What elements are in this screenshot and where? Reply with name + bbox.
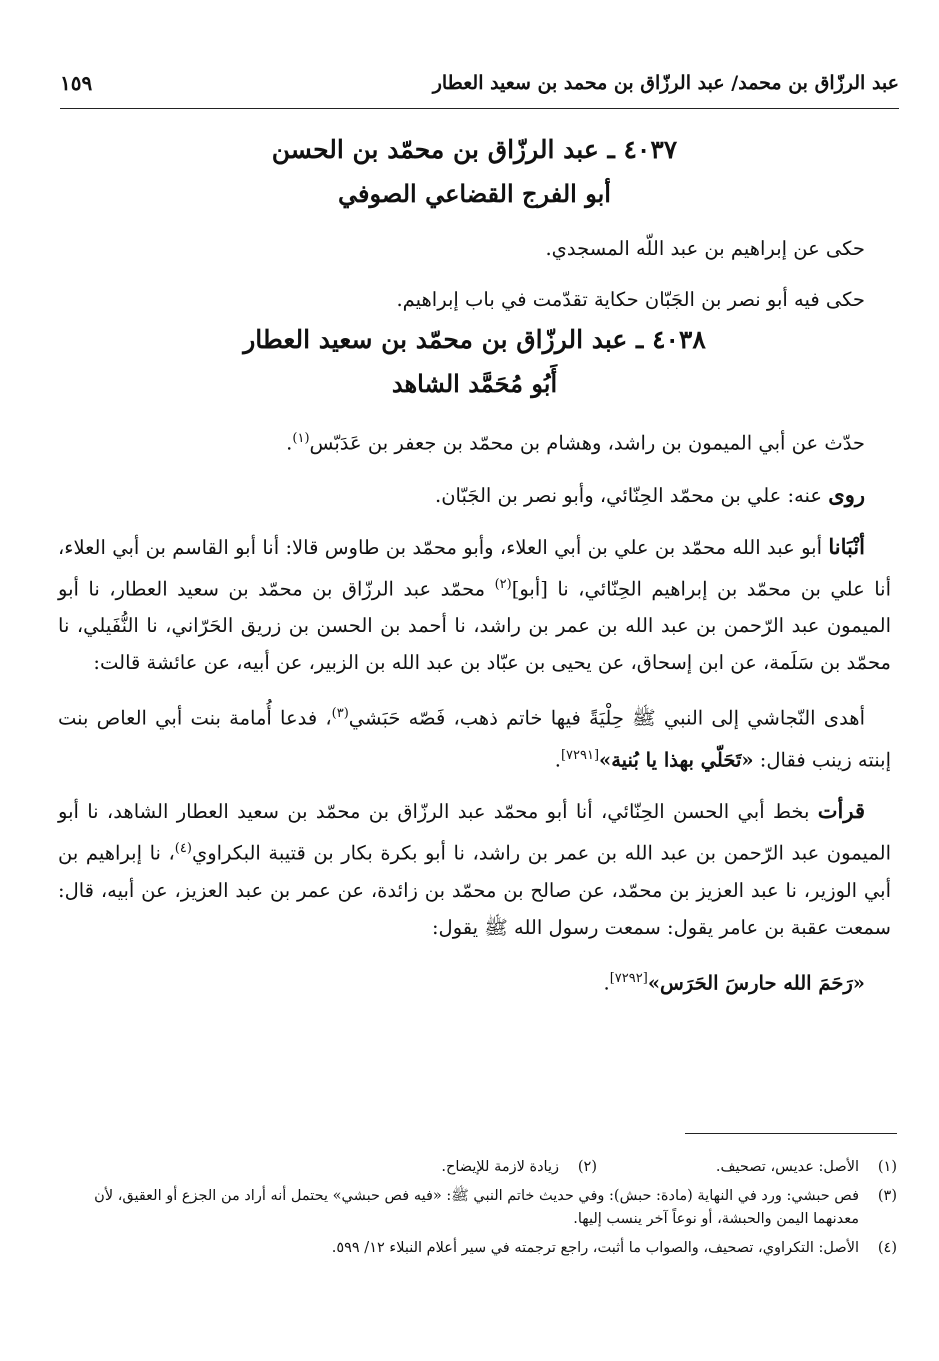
footnote-number: (٣) (877, 1188, 897, 1204)
rawa-text: عنه: علي بن محمّد الحِنّائي، وأبو نصر بن الجَبّان. (435, 483, 829, 507)
footnote-4 (70, 1237, 897, 1260)
anbana-text-b: محمّد عبد الرزّاق بن محمّد بن سعيد العطار، نا أبو الميمون عبد الرّحمن بن عبد الله بن عمر بن راشد، نا أحمد بن الحسن بن زريق الحَرّاني، نا النُّفَيلي، نا محمّد بن سَلَمة، عن ابن إسحاق، عن يحيى بن عبّاد بن عبد الله بن الزبير، عن أبيه، عن عائشة قالت: (58, 577, 891, 674)
footnote-ref-2: (٢) (494, 576, 512, 592)
footnote-ref-4: (٤) (174, 841, 192, 856)
aisha-text-b: ، فدعا أُمامة بنت أبي العاص بنت إبنته زينب فقال: (58, 706, 891, 771)
hadith-number-7292: [٧٢٩٢] (609, 970, 648, 986)
qara-keyword: قرأت (817, 798, 865, 823)
hadith-number-7291: [٧٢٩١] (560, 747, 600, 763)
rawa-keyword: روى (828, 481, 865, 507)
footnote-ref-1: (١) (292, 431, 310, 446)
footnote-text: الأصل: التكراوي، تصحيف، والصواب ما أثبت، راجع ترجمته في سير أعلام النبلاء ١٢/ ٥٩٩. (331, 1240, 859, 1256)
qara-text-b: ، نا إبراهيم بن أبي الوزير، نا عبد العزيز بن محمّد، عن صالح بن محمّد بن زائدة، عن عمر بن عبد العزيز، عن أبيه، قال: سمعت عقبة بن عامر يقول: سمعت رسول الله ﷺ يقول: (58, 841, 891, 939)
anbana-keyword: أنْبَانا (828, 533, 865, 559)
entry-4037-line2: حكى فيه أبو نصر بن الجَبّان حكاية تقدّمت في باب إبراهيم. (396, 288, 865, 311)
main-text (58, 128, 891, 1001)
final-hadith: «رَحَمَ الله حارسَ الحَرَس» (647, 971, 865, 994)
entry-4037-kunya: أبو الفرج القضاعي الصوفي (338, 179, 611, 208)
qara-paragraph (58, 792, 891, 946)
entry-4037-line1: حكى عن إبراهيم بن عبد اللّه المسجدي. (545, 237, 865, 260)
entry-4037-heading: ٤٠٣٧ ـ عبد الرزّاق بن محمّد بن الحسن (271, 135, 678, 164)
rawa-paragraph (58, 476, 891, 514)
footnote-number: (٢) (577, 1159, 597, 1175)
footnote-row-1-2 (70, 1156, 897, 1179)
anbana-text-a: أبو عبد الله محمّد بن علي بن أبي العلاء، وأبو محمّد بن طاوس قالا: أنا أبو القاسم بن أبي العلاء، أنا علي بن محمّد بن إبراهيم الحِنّائي، نا [أبو] (58, 535, 892, 600)
footnotes (70, 1156, 897, 1266)
footnote-1 (597, 1156, 897, 1179)
entry-4038-kunya: أَبُو مُحَمَّد الشاهد (391, 369, 558, 398)
running-header (60, 58, 899, 109)
aisha-hadith: «تَحَلّي بهذا يا بُنية» (599, 748, 754, 771)
running-title: عبد الرزّاق بن محمد/ عبد الرزّاق بن محمد بن سعيد العطار (432, 72, 899, 94)
anbana-paragraph (58, 528, 891, 682)
footnote-text: الأصل: عديس، تصحيف. (715, 1159, 859, 1175)
page-number: ١٥٩ (60, 71, 93, 95)
footnote-text: زيادة لازمة للإيضاح. (441, 1159, 559, 1175)
final-period: . (603, 971, 610, 994)
aisha-text-a: أهدى النّجاشي إلى النبي ﷺ حِلْيَةً فيها خاتم ذهب، فَصّه حَبَشي (348, 706, 866, 730)
footnote-number: (٤) (877, 1240, 897, 1256)
qara-text-a: بخط أبي الحسن الحِنّائي، أنا أبو محمّد عبد الرزّاق بن محمّد بن سعيد العطار الشاهد، نا أبو الميمون عبد الرّحمن بن عبد الله بن عمر بن راشد، نا أبو بكرة بكار بن قتيبة البكراوي (58, 800, 891, 865)
entry-4038-heading: ٤٠٣٨ ـ عبد الرزّاق بن محمّد بن سعيد العطار (243, 325, 706, 354)
footnote-text: فص حبشي: ورد في النهاية (مادة: حبش): وفي حديث خاتم النبي ﷺ: «فيه فص حبشي» يحتمل أنه أراد من الجزع أو العقيق، لأن معدنهما اليمن والحبشة، أو نوعاً آخر ينسب إليها. (94, 1188, 859, 1227)
final-hadith-paragraph (58, 960, 891, 1002)
footnote-3 (70, 1185, 897, 1231)
footnote-number: (١) (877, 1159, 897, 1175)
haddatha-text: حدّث عن أبي الميمون بن راشد، وهشام بن محمّد بن جعفر بن عَدَبّس (309, 431, 865, 455)
footnote-ref-3: (٣) (331, 706, 349, 721)
footnote-2 (70, 1156, 597, 1179)
aisha-paragraph: أهدى النّجاشي إلى النبي ﷺ حِلْيَةً فيها خاتم ذهب، فَصّه حَبَشي$^{(٣)}$، فدعا أُمامة بنت أبي العاص بنت إبنته زينب فقال: «تَحَلّي بهذا يا بُنية»[٧٢٩١]. (58, 706, 891, 771)
footnote-divider (685, 1133, 897, 1134)
haddatha-paragraph: حدّث عن أبي الميمون بن راشد، وهشام بن محمّد بن جعفر بن عَدَبّس$^{(١)}$. (286, 431, 865, 455)
